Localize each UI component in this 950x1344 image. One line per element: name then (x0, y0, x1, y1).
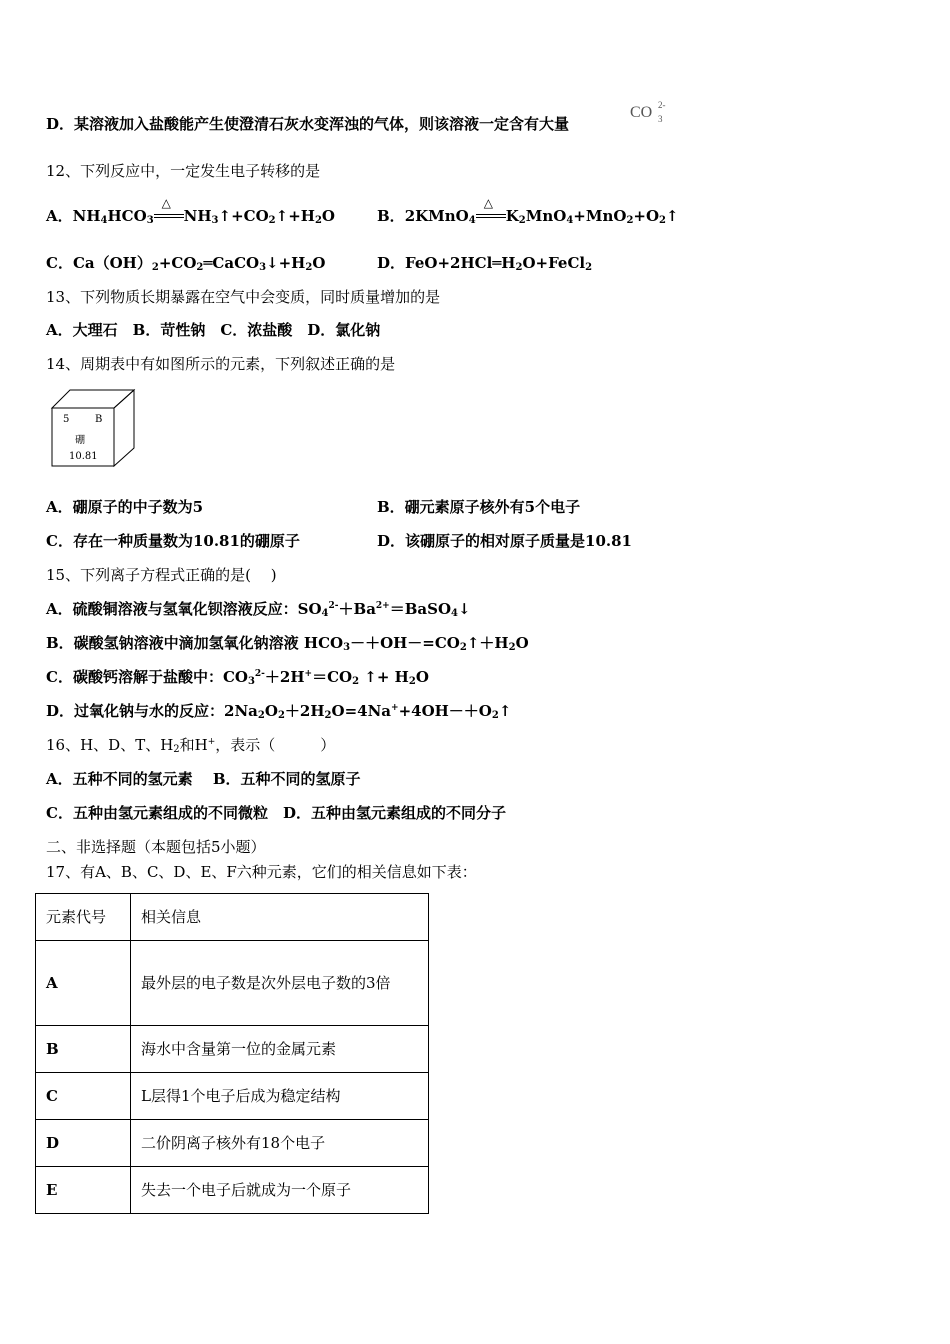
table-header-cell: 相关信息 (131, 894, 429, 941)
q12-stem: 12、下列反应中，一定发生电子转移的是 (46, 162, 321, 180)
table-row (36, 941, 429, 1026)
table-cell-code: E (36, 1167, 131, 1214)
q12-c-text: +CO (158, 254, 197, 272)
q12-c-sub: 2 (196, 262, 204, 273)
q12-a-sub: 3 (211, 215, 219, 226)
q12-b-sub: 2 (626, 215, 634, 226)
q15-d-text: ＋2H (284, 702, 325, 720)
q12-b-text: K (505, 207, 519, 225)
q12-a-label: A． (46, 207, 73, 225)
q15-option-c (46, 667, 429, 687)
q15-c-sub: 2 (408, 676, 416, 687)
q12-a-sub: 4 (100, 215, 108, 226)
q15-c-sub: 2 (352, 676, 360, 687)
q15-d-sub: 2 (324, 710, 332, 721)
q12-c-sub: 2 (305, 262, 313, 273)
q12-a-text: NH (183, 207, 212, 225)
q12-a-text: ↑+CO (218, 207, 269, 225)
q15-a-sup: 2- (328, 601, 339, 611)
heat-icon: △ (161, 196, 171, 210)
element-info-table (35, 893, 429, 1214)
q12-c-sub: 3 (259, 262, 267, 273)
element-mass: 10.81 (69, 451, 98, 462)
q15-option-a (46, 599, 471, 619)
q12-b-sub: 4 (468, 215, 476, 226)
table-cell-code: B (36, 1026, 131, 1073)
q12-a-text: ↑+H (275, 207, 315, 225)
q15-c-sup: 2- (254, 669, 265, 679)
q14-option-a: A．硼原子的中子数为5 (46, 498, 204, 516)
q12-a-text: NH (72, 207, 101, 225)
q12-a-text: HCO (107, 207, 147, 225)
q16-stem (46, 735, 335, 755)
q15-d-sub: 2 (491, 710, 499, 721)
q16-stem-sub: 2 (173, 744, 180, 755)
q12-d-text: O+FeCl (522, 254, 586, 272)
ion-main: CO (630, 104, 653, 121)
q15-c-text: ＋2H (264, 668, 305, 686)
q15-d-sub: 2 (257, 710, 265, 721)
q15-c-text: ↑+ H (359, 668, 409, 686)
q15-d-text: ↑ (498, 702, 512, 720)
q14-stem: 14、周期表中有如图所示的元素，下列叙述正确的是 (46, 355, 396, 373)
heat-equals-sign (476, 196, 506, 227)
q12-c-text: O (312, 254, 326, 272)
table-row (36, 1120, 429, 1167)
q15-d-sub: 2 (277, 710, 285, 721)
q12-c-text: Ca（OH） (72, 254, 152, 272)
table-row (36, 1026, 429, 1073)
q12-b-text: +MnO (573, 207, 627, 225)
q15-option-b (46, 633, 529, 653)
q12-b-sub: 4 (566, 215, 574, 226)
q15-b-sub: 3 (343, 642, 351, 653)
q12-a-text: O (321, 207, 335, 225)
q15-c-sub: 3 (247, 676, 255, 687)
table-cell-info: 二价阴离子核外有18个电子 (131, 1120, 429, 1167)
q12-a-sub: 2 (268, 215, 276, 226)
q12-c-sub: 2 (151, 262, 159, 273)
q15-b-text: －＋OH－=CO (350, 634, 460, 652)
table-cell-info: L层得1个电子后成为稳定结构 (131, 1073, 429, 1120)
ion-sup: 2- (658, 100, 666, 110)
q15-a-sup: 2+ (375, 601, 390, 611)
q12-c-text: ↓+H (266, 254, 306, 272)
q11-option-d (46, 114, 569, 134)
q16-stem-text: ，表示（ ） (215, 736, 336, 754)
q12-b-text: MnO (525, 207, 567, 225)
q13-options: A．大理石 B．苛性钠 C．浓盐酸 D．氯化钠 (46, 321, 381, 339)
q15-c-text: O (415, 668, 429, 686)
q15-d-text: D．过氧化钠与水的反应：2Na (46, 702, 258, 720)
table-cell-info: 失去一个电子后就成为一个原子 (131, 1167, 429, 1214)
table-header-row (36, 894, 429, 941)
q16-stem-sup: + (207, 737, 216, 747)
table-cell-code: D (36, 1120, 131, 1167)
table-header-cell: 元素代号 (36, 894, 131, 941)
q12-b-text: 2KMnO (404, 207, 469, 225)
q11-d-label: D． (46, 115, 75, 133)
q12-b-sub: 2 (518, 215, 526, 226)
q15-option-d (46, 701, 511, 721)
table-cell-code: A (36, 941, 131, 1026)
table-cell-code: C (36, 1073, 131, 1120)
heat-equals-sign (154, 196, 184, 227)
table-cell-info: 海水中含量第一位的金属元素 (131, 1026, 429, 1073)
q12-option-b (377, 196, 679, 227)
q15-stem: 15、下列离子方程式正确的是( ) (46, 566, 277, 584)
element-name: 硼 (75, 435, 85, 446)
q15-a-text: ＋Ba (338, 600, 376, 618)
q12-a-sub: 2 (314, 215, 322, 226)
q15-b-text: ↑＋H (466, 634, 509, 652)
table-row (36, 1073, 429, 1120)
q15-d-sup: + (391, 703, 399, 713)
q16-stem-text: 16、H、D、T、H (46, 736, 174, 754)
section-heading: 二、非选择题（本题包括5小题） (46, 838, 266, 856)
q12-d-text: FeO+2HCl═H (405, 254, 516, 272)
q12-d-sub: 2 (585, 262, 593, 273)
q16-stem-text: 和H (179, 736, 208, 754)
q17-stem: 17、有A、B、C、D、E、F六种元素，它们的相关信息如下表： (46, 863, 477, 881)
q15-b-sub: 2 (508, 642, 516, 653)
q16-options-ab: A．五种不同的氢元素 B．五种不同的氢原子 (46, 770, 361, 788)
heat-icon: △ (483, 196, 493, 210)
q15-c-text: ＝CO (312, 668, 353, 686)
q12-d-sub: 2 (515, 262, 523, 273)
q15-a-text: ↓ (458, 600, 471, 618)
q14-option-c: C．存在一种质量数为10.81的硼原子 (46, 532, 300, 550)
ion-sub: 3 (658, 114, 663, 124)
q15-b-text: O (515, 634, 529, 652)
table-cell-info: 最外层的电子数是次外层电子数的3倍 (131, 941, 429, 1026)
element-card-boron (50, 388, 136, 470)
q15-a-sub: 4 (451, 608, 458, 619)
q15-d-text: O (264, 702, 278, 720)
q15-a-text: ＝BaSO (389, 600, 452, 618)
q13-stem: 13、下列物质长期暴露在空气中会变质，同时质量增加的是 (46, 288, 441, 306)
q15-c-text: C．碳酸钙溶解于盐酸中：CO (46, 668, 248, 686)
q12-a-sub: 3 (146, 215, 154, 226)
q12-b-label: B． (377, 207, 405, 225)
q15-b-text: B．碳酸氢钠溶液中滴加氢氧化钠溶液 HCO (46, 634, 344, 652)
q15-d-text: O=4Na (331, 702, 392, 720)
element-symbol: B (95, 414, 103, 425)
q12-option-d (377, 253, 592, 273)
q12-b-sub: 2 (659, 215, 667, 226)
carbonate-ion-formula (630, 100, 666, 124)
table-row (36, 1167, 429, 1214)
q12-option-a (46, 196, 335, 227)
q11-d-text: 某溶液加入盐酸能产生使澄清石灰水变浑浊的气体，则该溶液一定含有大量 (74, 115, 570, 133)
q12-b-text: +O (633, 207, 660, 225)
element-number: 5 (63, 414, 70, 425)
q15-d-text: +4OH－＋O (398, 702, 492, 720)
q12-d-label: D． (377, 254, 406, 272)
q15-c-sup: + (304, 669, 313, 679)
q14-option-b: B．硼元素原子核外有5个电子 (377, 498, 581, 516)
q15-a-sub: 4 (321, 608, 329, 619)
q15-a-text: A．硫酸铜溶液与氢氧化钡溶液反应：SO (46, 600, 322, 618)
q12-c-label: C． (46, 254, 73, 272)
q14-option-d: D．该硼原子的相对原子质量是10.81 (377, 532, 632, 550)
q15-b-sub: 2 (459, 642, 467, 653)
q12-b-text: ↑ (666, 207, 679, 225)
q12-c-text: ═CaCO (203, 254, 260, 272)
q12-option-c (46, 253, 325, 273)
q16-options-cd: C．五种由氢元素组成的不同微粒 D．五种由氢元素组成的不同分子 (46, 804, 506, 822)
